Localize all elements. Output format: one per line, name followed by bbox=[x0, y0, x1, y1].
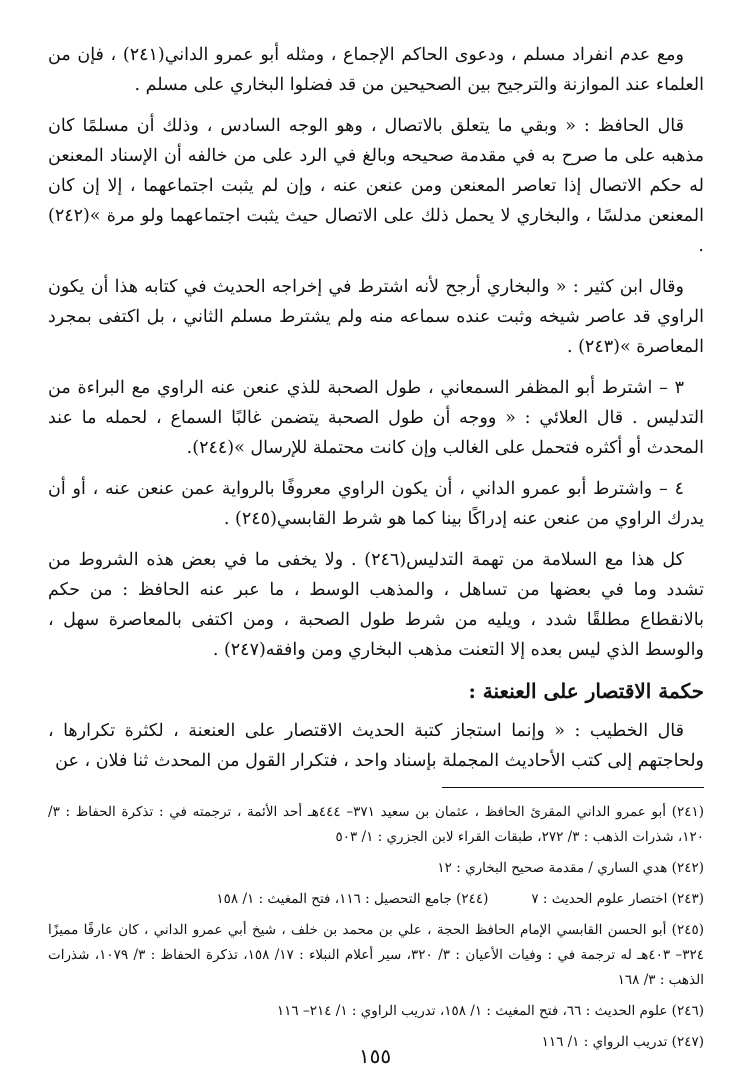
footnotes bbox=[48, 800, 704, 1055]
section-heading: حكمة الاقتصار على العنعنة : bbox=[468, 679, 704, 703]
footnote-243-244: (٢٤٣) اختصار علوم الحديث : ٧ (٢٤٤) جامع التحصيل : ١١٦، فتح المغيث : ١/ ١٥٨ bbox=[216, 891, 704, 907]
footnote-divider bbox=[442, 787, 704, 788]
paragraph-5: ٤ – واشترط أبو عمرو الداني ، أن يكون الراوي معروفًا بالرواية عمن عنعن عنه ، أو أن يدرك الراوي من عنعن عنه إدراكًا بينا كما هو شرط القابسي(٢٤٥) . bbox=[48, 479, 704, 529]
page-body bbox=[48, 40, 704, 1061]
footnote-246: (٢٤٦) علوم الحديث : ٦٦، فتح المغيث : ١/ ١٥٨، تدريب الراوي : ١/ ٢١٤– ١١٦ bbox=[276, 1003, 704, 1019]
paragraph-1: ومع عدم انفراد مسلم ، ودعوى الحاكم الإجماع ، ومثله أبو عمرو الداني(٢٤١) ، فإن من العلماء عند الموازنة والترجيح بين الصحيحين من قد فضلوا البخاري على مسلم . bbox=[48, 45, 704, 95]
page-number: ١٥٥ bbox=[358, 1044, 392, 1068]
paragraph-3: وقال ابن كثير : « والبخاري أرجح لأنه اشترط في إخراجه الحديث في كتابه هذا أن يكون الراوي قد عاصر شيخه وثبت عنده سماعه منه ولم يشترط مسلم الثاني ، بل اكتفى بمجرد المعاصرة »(٢٤٣) . bbox=[48, 277, 704, 357]
paragraph-6: كل هذا مع السلامة من تهمة التدليس(٢٤٦) . ولا يخفى ما في بعض هذه الشروط من تشدد وما في بعضها من تساهل ، والمذهب الوسط ، ما عبر عنه الحافظ : من حكم بالانقطاع مطلقًا شدد ، ويليه من شرط طول الصحبة ، ومن اكتفى بالمعاصرة سهل ، والوسط الذي ليس بعده إلا التعنت مذهب البخاري ومن وافقه(٢٤٧) . bbox=[48, 550, 704, 660]
paragraph-2: قال الحافظ : « وبقي ما يتعلق بالاتصال ، وهو الوجه السادس ، وذلك أن مسلمًا كان مذهبه على ما صرح به في مقدمة صحيحه وبالغ في الرد على من خالفه أن الإسناد المعنعن له حكم الاتصال إذا تعاصر المعنعن ومن عنعن عنه ، وإن لم يثبت اجتماعهما ، إلا إن كان المعنعن مدلسًا ، والبخاري لا يحمل ذلك على الاتصال حيث يثبت اجتماعهما ولو مرة »(٢٤٢) . bbox=[48, 116, 704, 256]
footnote-245: (٢٤٥) أبو الحسن القابسي الإمام الحافظ الحجة ، علي بن محمد بن خلف ، شيخ أبي عمرو الداني ، كان عارفًا مميزًا ٣٢٤– ٤٠٣هـ له ترجمة في : وفيات الأعيان : ٣/ ٣٢٠، سير أعلام النبلاء : ١٧/ ١٥٨، تذكرة الحفاظ : ٣/ ١٠٧٩، شذرات الذهب : ٣/ ١٦٨ bbox=[48, 922, 705, 988]
footnote-247: (٢٤٧) تدريب الرواي : ١/ ١١٦ bbox=[541, 1034, 704, 1050]
footnote-242: (٢٤٢) هدي الساري / مقدمة صحيح البخاري : ١٢ bbox=[437, 860, 704, 876]
paragraph-4: ٣ – اشترط أبو المظفر السمعاني ، طول الصحبة للذي عنعن عنه الراوي مع البراءة من التدليس . قال العلائي : « ووجه أن طول الصحبة يتضمن غالبًا السماع ، لحمله ما عند المحدث أو أكثره فتحمل على الغالب وإن كانت محتملة للإرسال »(٢٤٤). bbox=[48, 378, 704, 458]
paragraph-7: قال الخطيب : « وإنما استجاز كتبة الحديث الاقتصار على العنعنة ، لكثرة تكرارها ، ولحاجتهم إلى كتب الأحاديث المجملة بإسناد واحد ، فتكرار القول من المحدث ثنا فلان ، عن bbox=[48, 721, 704, 771]
footnote-241: (٢٤١) أبو عمرو الداني المقرئ الحافظ ، عثمان بن سعيد ٣٧١– ٤٤٤هـ أحد الأئمة ، ترجمته في : تذكرة الحفاظ : ٣/ ١٢٠، شذرات الذهب : ٣/ ٢٧٢، طبقات القراء لابن الجزري : ١/ ٥٠٣ bbox=[48, 804, 705, 845]
